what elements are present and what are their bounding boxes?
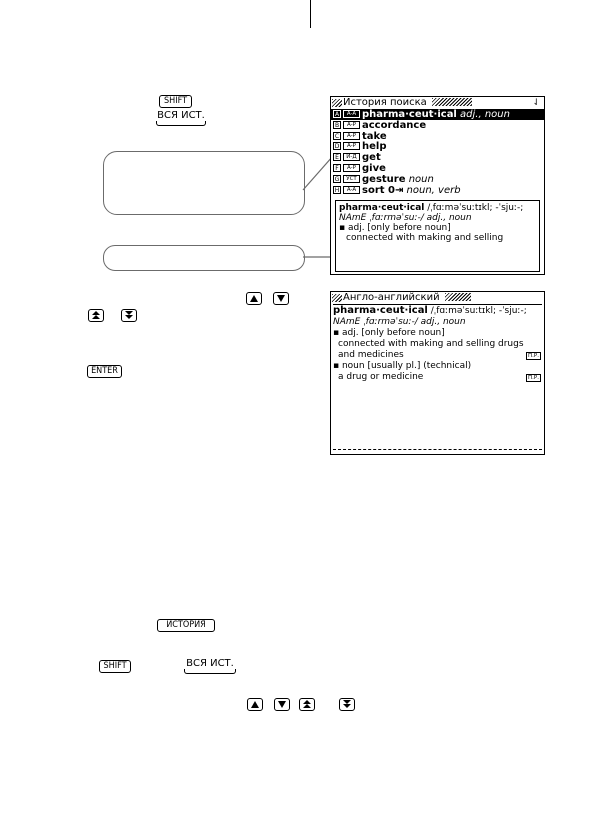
history-word	[362, 120, 426, 131]
history-item[interactable]	[331, 163, 544, 174]
history-word-text: get	[362, 152, 381, 164]
item-letter-key: E	[333, 153, 341, 161]
title-hatch-icon	[332, 294, 342, 302]
history-item[interactable]	[331, 131, 544, 142]
dictionary-tag: A-P	[343, 121, 360, 129]
history-item[interactable]	[331, 109, 544, 120]
dictionary-tag: УСТ	[343, 175, 360, 183]
shift-key-2: SHIFT	[99, 660, 131, 673]
history-word	[362, 131, 387, 142]
entry-pronunciation-us: NAmE ˌfɑːrməˈsuː-/ adj., noun	[333, 317, 466, 327]
history-item[interactable]	[331, 141, 544, 152]
item-letter-key: B	[334, 121, 340, 129]
down-arrow-key	[273, 292, 289, 305]
item-letter-key: D	[334, 143, 340, 151]
dictionary-screen	[330, 291, 545, 455]
history-item[interactable]	[331, 152, 544, 163]
page-down-key-2	[339, 698, 355, 711]
history-item[interactable]	[331, 120, 544, 131]
vsya-ist-key-2	[184, 658, 236, 674]
shift-key: SHIFT	[159, 95, 192, 108]
page-up-key-2	[299, 698, 315, 711]
vsya-ist-key-label: ВСЯ ИСТ.	[157, 110, 205, 121]
entry-sense1-definition-cont-text: and medicines	[338, 350, 404, 360]
screen-bottom-rule	[333, 449, 542, 450]
item-letter-key: C	[334, 132, 340, 140]
history-word-text: take	[362, 130, 387, 142]
preview-sense-pos: ▪ adj. [only before noun]	[339, 223, 451, 233]
dictionary-tag: A-A	[343, 110, 360, 118]
history-item[interactable]	[331, 174, 544, 185]
title-hatch-icon	[432, 98, 472, 106]
history-word	[362, 141, 387, 152]
history-word-pos: adj., noun	[456, 109, 510, 120]
history-preview	[335, 200, 540, 272]
history-screen-title: История поиска	[343, 97, 427, 108]
history-word-text: accordance	[362, 119, 427, 131]
page-up-key	[88, 309, 104, 322]
preview-pronunciation: /ˌfɑːməˈsuːtɪkl; -ˈsjuː-;	[424, 203, 524, 213]
history-word	[362, 163, 386, 174]
ref-badge: П.Р.	[526, 374, 541, 382]
history-word	[362, 152, 381, 163]
history-word-pos: noun, verb	[403, 184, 461, 196]
history-word-pos: noun	[405, 173, 434, 185]
down-arrow-key-2	[274, 698, 290, 711]
title-hatch-icon	[445, 293, 471, 301]
preview-pronunciation-us: NAmE ˌfɑːrməˈsuː-/ adj., noun	[339, 213, 472, 223]
item-letter-key: G	[334, 175, 340, 183]
enter-key: ENTER	[87, 365, 122, 378]
dictionary-screen-title-bar	[331, 292, 544, 304]
dictionary-tag: A-P	[343, 164, 360, 172]
dictionary-tag: A-A	[343, 186, 360, 194]
istoriya-key: ИСТОРИЯ	[157, 619, 215, 632]
history-word-text: give	[362, 162, 386, 174]
item-letter-key: A	[334, 111, 340, 118]
key-underline	[184, 669, 236, 674]
history-word	[362, 109, 510, 120]
entry-sense1-definition-cont	[331, 350, 544, 361]
entry-headword: pharma·ceut·ical	[333, 305, 428, 316]
dictionary-tag: И-Д	[343, 153, 360, 161]
preview-sense-definition: connected with making and selling	[346, 233, 504, 243]
entry-sense1-pos: ▪ adj. [only before noun]	[333, 328, 445, 338]
preview-headword: pharma·ceut·ical	[339, 203, 425, 213]
dictionary-tag: A-P	[343, 132, 360, 140]
entry-sense1-definition: connected with making and selling drugs	[338, 339, 524, 349]
ref-badge: П.Р.	[526, 352, 541, 360]
up-arrow-key-2	[247, 698, 263, 711]
history-word-text: sort 0⇥	[362, 184, 404, 196]
history-word	[362, 174, 434, 185]
dictionary-screen-title: Англо-английский	[343, 292, 440, 303]
history-screen-title-bar	[331, 97, 544, 109]
up-arrow-key	[246, 292, 262, 305]
item-letter-key: H	[334, 186, 340, 194]
entry-sense2-definition-line	[331, 372, 544, 383]
item-letter-key: F	[333, 164, 341, 172]
history-word-text: help	[362, 141, 387, 153]
history-list	[331, 109, 544, 195]
entry-pronunciation: /ˌfɑːməˈsuːtɪkl; -ˈsjuː-;	[427, 306, 527, 316]
dictionary-tag: A-P	[343, 142, 360, 150]
entry-sense2-pos: ▪ noun [usually pl.] (technical)	[333, 361, 472, 371]
history-word	[362, 185, 461, 196]
entry-headword-line	[331, 305, 544, 317]
entry-sense2-definition: a drug or medicine	[338, 372, 424, 382]
history-item[interactable]	[331, 185, 544, 196]
page-down-key	[121, 309, 137, 322]
vsya-ist-key-label: ВСЯ ИСТ.	[186, 658, 234, 669]
history-screen	[330, 96, 545, 275]
history-word-text: pharma·ceut·ical	[362, 109, 457, 120]
history-word-text: gesture	[362, 173, 406, 185]
title-hatch-icon	[332, 99, 342, 107]
scroll-down-icon: ⇃	[532, 98, 540, 108]
